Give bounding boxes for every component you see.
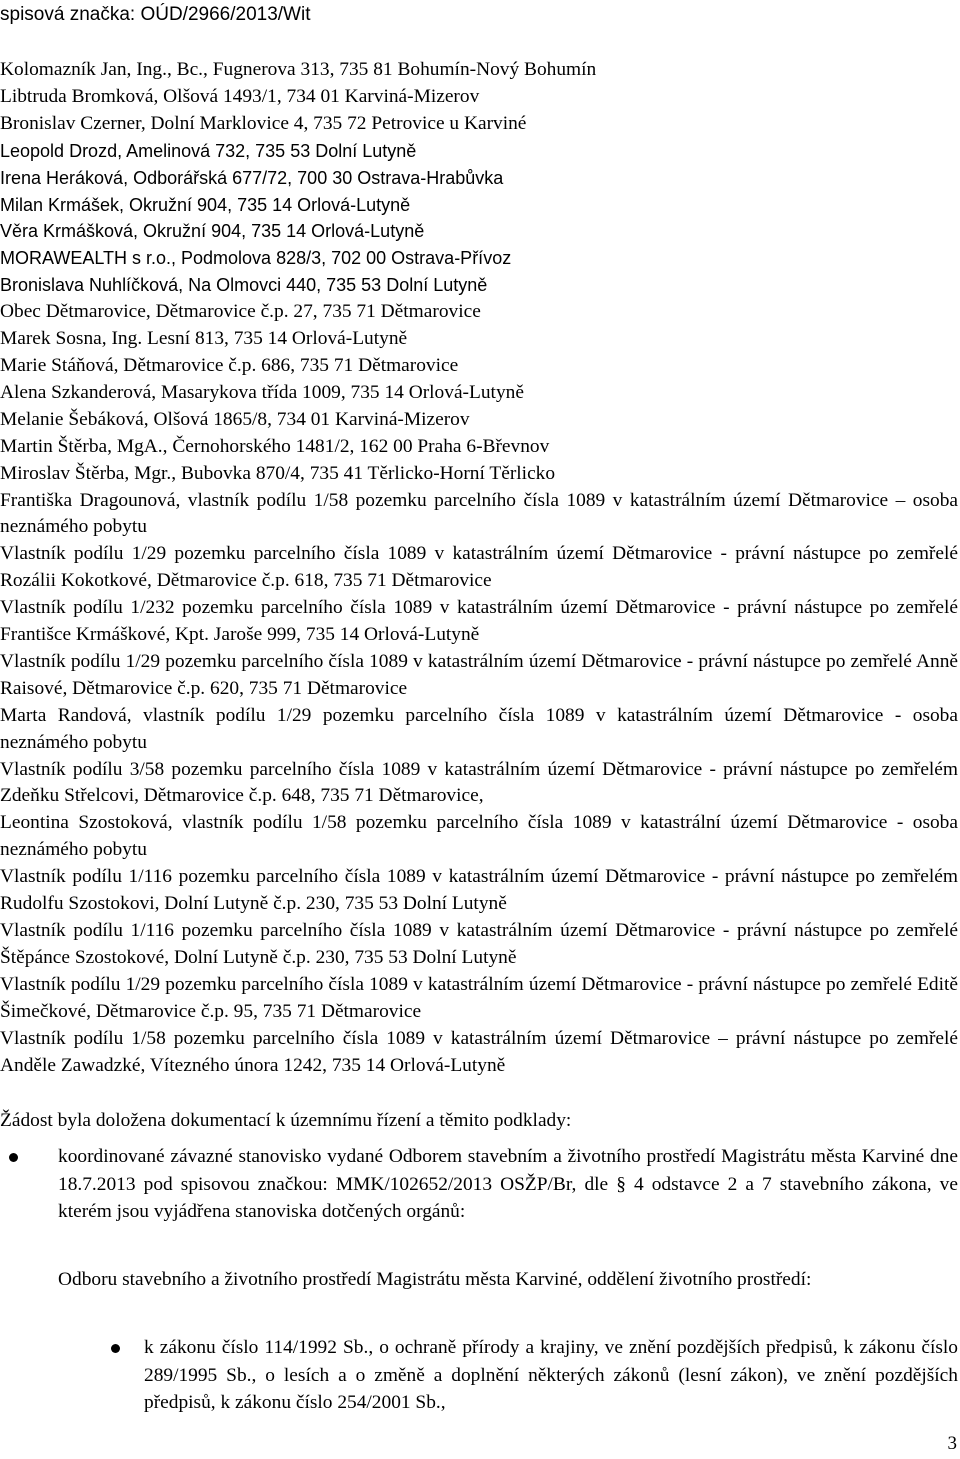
recipient-item-text: Kolomazník Jan, Ing., Bc., Fugnerova 313, 735 81 Bohumín-Nový Bohumín <box>0 59 597 80</box>
recipient-item <box>0 461 958 488</box>
recipient-item <box>0 541 958 595</box>
recipient-item-text: Bronislav Czerner, Dolní Marklovice 4, 735 72 Petrovice u Karviné <box>0 112 527 134</box>
recipient-item-text: Irena Heráková, Odborářská 677/72, 700 30 Ostrava-Hrabůvka <box>0 167 504 188</box>
document-item-text: koordinované závazné stanovisko vydané Odborem stavebním a životního prostředí Magistrátu města Karviné dne 18.7.2013 pod spisovou značkou: MMK/102652/2013 OSŽP/Br, dle § 4 odstavce 2 a 7 stavebního zákona, ve kterém jsou vyjádřena stanoviska dotčených orgánů: <box>58 1146 958 1222</box>
recipient-item-text: Milan Krmášek, Okružní 904, 735 14 Orlová-Lutyně <box>0 194 411 215</box>
recipient-item <box>0 84 958 111</box>
law-list <box>0 1334 958 1417</box>
recipient-item-text: Bronislava Nuhlíčková, Na Olmovci 440, 735 53 Dolní Lutyně <box>0 275 488 296</box>
recipient-item-text: Melanie Šebáková, Olšová 1865/8, 734 01 Karviná-Mizerov <box>0 408 470 430</box>
page-number: 3 <box>947 1433 957 1454</box>
recipient-item <box>0 972 958 1026</box>
recipient-item <box>0 407 958 434</box>
recipient-item <box>0 595 958 649</box>
recipient-item <box>0 192 958 219</box>
recipient-item-text: Leopold Drozd, Amelinová 732, 735 53 Dolní Lutyně <box>0 140 417 161</box>
recipient-item <box>0 218 958 245</box>
recipient-item <box>0 380 958 407</box>
recipient-item <box>0 864 958 918</box>
recipient-item-text: Vlastník podílu 1/116 pozemku parcelního čísla 1089 v katastrálním území Dětmarovice - právní nástupce po zemřelé Štěpánce Szostokové, Dolní Lutyně č.p. 230, 735 53 Dolní Lutyně <box>0 920 958 968</box>
recipient-item-text: Vlastník podílu 1/29 pozemku parcelního čísla 1089 v katastrálním území Dětmarovice - právní nástupce po zemřelé Anně Raisové, Dětmarovice č.p. 620, 735 71 Dětmarovice <box>0 650 958 699</box>
document-list <box>0 1143 958 1226</box>
recipient-item-text: Františka Dragounová, vlastník podílu 1/58 pozemku parcelního čísla 1089 v katastrálním území Dětmarovice – osoba neznámého pobytu <box>0 489 958 538</box>
recipient-item <box>0 757 958 811</box>
recipient-item-text: Vlastník podílu 1/58 pozemku parcelního čísla 1089 v katastrálním území Dětmarovice – právní nástupce po zemřelé Anděle Zawadzké, Vítezného února 1242, 735 14 Orlová-Lutyně <box>0 1027 958 1076</box>
recipient-item <box>0 353 958 380</box>
recipient-item <box>0 165 958 192</box>
recipient-item-text: Alena Szkanderová, Masarykova třída 1009, 735 14 Orlová-Lutyně <box>0 381 524 403</box>
bullet-icon <box>111 1344 120 1353</box>
document-item <box>0 1143 958 1226</box>
recipient-item-text: MORAWEALTH s r.o., Podmolova 828/3, 702 00 Ostrava-Přívoz <box>0 248 512 269</box>
law-item-text: k zákonu číslo 114/1992 Sb., o ochraně přírody a krajiny, ve znění pozdějších předpisů, k zákonu číslo 289/1995 Sb., o lesích a o změně a doplnění některých zákonů (lesní zákon), ve znění pozdějších předpisů, k zákonu číslo 254/2001 Sb., <box>144 1337 958 1413</box>
recipient-item <box>0 488 958 542</box>
recipient-item-text: Věra Krmášková, Okružní 904, 735 14 Orlová-Lutyně <box>0 221 425 242</box>
recipient-item <box>0 810 958 864</box>
recipient-item-text: Miroslav Štěrba, Mgr., Bubovka 870/4, 735 41 Těrlicko-Horní Těrlicko <box>0 462 556 484</box>
recipient-item-text: Vlastník podílu 3/58 pozemku parcelního čísla 1089 v katastrálním území Dětmarovice - právní nástupce po zemřelém Zdeňku Střelcovi, Dětmarovice č.p. 648, 735 71 Dětmarovice, <box>0 758 958 807</box>
recipient-item-text: Obec Dětmarovice, Dětmarovice č.p. 27, 735 71 Dětmarovice <box>0 301 481 323</box>
recipient-list <box>0 57 958 1079</box>
recipient-item <box>0 1026 958 1080</box>
recipient-item-text: Libtruda Bromková, Olšová 1493/1, 734 01 Karviná-Mizerov <box>0 85 480 107</box>
recipient-item-text: Marek Sosna, Ing. Lesní 813, 735 14 Orlová-Lutyně <box>0 328 408 350</box>
recipient-item <box>0 299 958 326</box>
recipient-item-text: Vlastník podílu 1/29 pozemku parcelního čísla 1089 v katastrálním území Dětmarovice - právní nástupce po zemřelé Editě Šimečkové, Dětmarovice č.p. 95, 735 71 Dětmarovice <box>0 973 958 1022</box>
department-paragraph: Odboru stavebního a životního prostředí Magistrátu města Karviné, oddělení životního prostředí: <box>58 1269 812 1290</box>
recipient-item-text: Vlastník podílu 1/116 pozemku parcelního čísla 1089 v katastrálním území Dětmarovice - právní nástupce po zemřelém Rudolfu Szostokovi, Dolní Lutyně č.p. 230, 735 53 Dolní Lutyně <box>0 866 958 915</box>
file-mark: spisová značka: OÚD/2966/2013/Wit <box>0 4 311 25</box>
recipient-item-text: Marie Stáňová, Dětmarovice č.p. 686, 735 71 Dětmarovice <box>0 354 459 376</box>
recipient-item-text: Marta Randová, vlastník podílu 1/29 pozemku parcelního čísla 1089 v katastrálním území Dětmarovice - osoba neznámého pobytu <box>0 704 958 753</box>
recipient-item <box>0 649 958 703</box>
documentation-intro: Žádost byla doložena dokumentací k územnímu řízení a těmito podklady: <box>0 1110 572 1131</box>
recipient-item <box>0 918 958 972</box>
recipient-item <box>0 57 958 84</box>
recipient-item-text: Vlastník podílu 1/232 pozemku parcelního čísla 1089 v katastrálním území Dětmarovice - právní nástupce po zemřelé Františce Krmáškové, Kpt. Jaroše 999, 735 14 Orlová-Lutyně <box>0 597 958 646</box>
recipient-item <box>0 245 958 272</box>
recipient-item <box>0 434 958 461</box>
recipient-item-text: Leontina Szostoková, vlastník podílu 1/58 pozemku parcelního čísla 1089 v katastrální území Dětmarovice - osoba neznámého pobytu <box>0 812 958 861</box>
law-item <box>0 1334 958 1417</box>
recipient-item <box>0 138 958 165</box>
recipient-item-text: Vlastník podílu 1/29 pozemku parcelního čísla 1089 v katastrálním území Dětmarovice - právní nástupce po zemřelé Rozálii Kokotkové, Dětmarovice č.p. 618, 735 71 Dětmarovice <box>0 543 958 592</box>
recipient-item <box>0 703 958 757</box>
recipient-item <box>0 272 958 299</box>
recipient-item <box>0 326 958 353</box>
recipient-item-text: Martin Štěrba, MgA., Černohorského 1481/2, 162 00 Praha 6-Břevnov <box>0 435 550 457</box>
bullet-icon <box>9 1153 18 1162</box>
recipient-item <box>0 111 958 138</box>
